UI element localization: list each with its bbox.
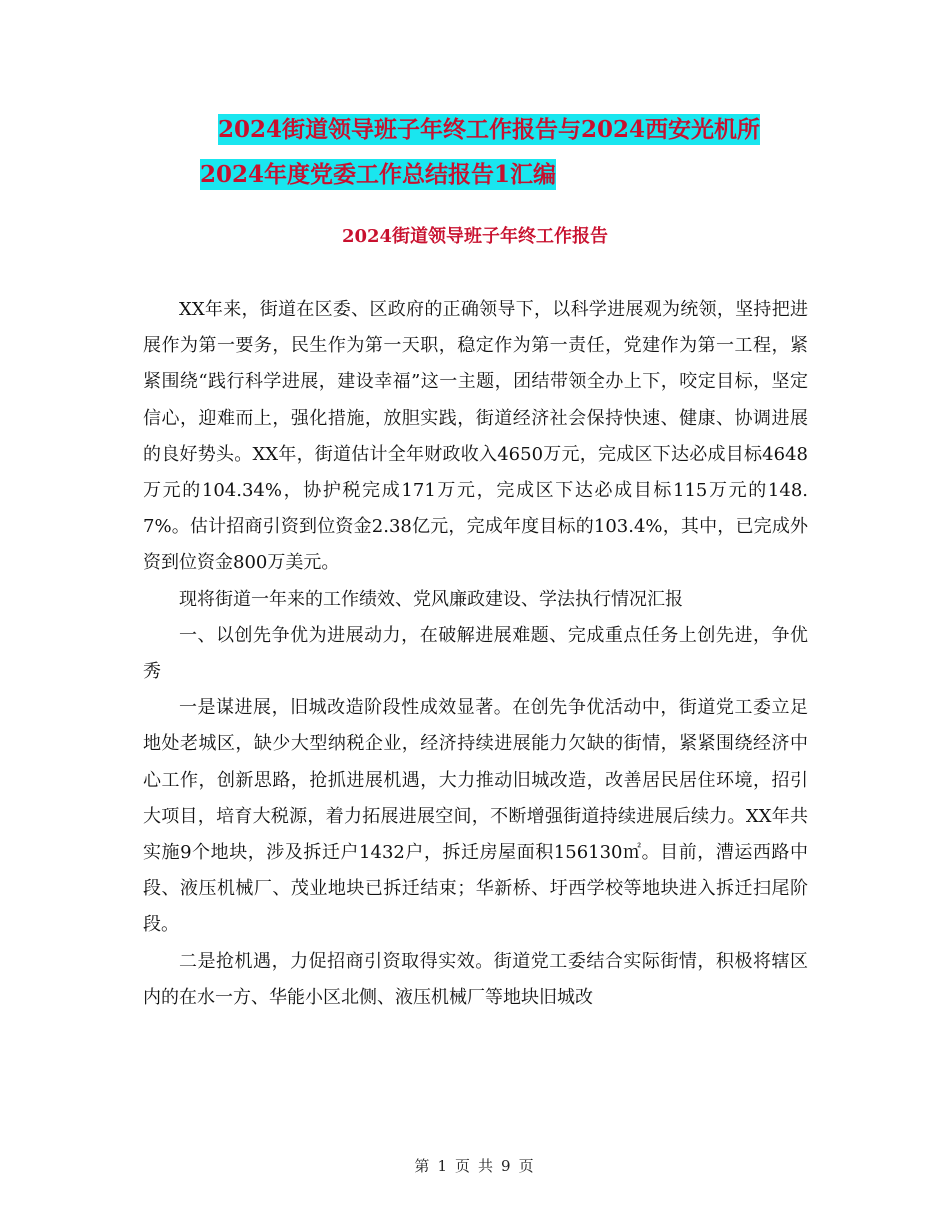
body-text (143, 292, 808, 1016)
paragraph: 现将街道一年来的工作绩效、党风廉政建设、学法执行情况汇报 (179, 588, 683, 610)
title-highlight-1: 2024街道领导班子年终工作报告与2024西安光机所 (217, 116, 761, 143)
page-label-suffix: 页 (518, 1157, 536, 1175)
section-heading: 2024街道领导班子年终工作报告 (341, 226, 609, 247)
paragraph: 二是抢机遇，力促招商引资取得实效。街道党工委结合实际街情，积极将辖区内的在水一方、华能小区北侧、液压机械厂等地块旧城改 (143, 950, 808, 1008)
page-total: 9 (501, 1157, 513, 1175)
page-total-prefix: 共 (478, 1157, 496, 1175)
page-label-prefix: 第 (414, 1157, 432, 1175)
paragraph: 一、以创先争优为进展动力，在破解进展难题、完成重点任务上创先进，争优秀 (143, 624, 808, 683)
paragraph: 一是谋进展，旧城改造阶段性成效显著。在创先争优活动中，街道党工委立足地处老城区，缺少大型纳税企业，经济持续进展能力欠缺的街情，紧紧围绕经济中心工作，创新思路，抢抓进展机遇，大力推动旧城改造，改善居民居住环境，招引大项目，培育大税源，着力拓展进展空间，不断增强街道持续进展后续力。XX年共实施9个地块，涉及拆迁户1432户，拆迁房屋面积156130㎡。目前，漕运西路中段、液压机械厂、茂业地块已拆迁结束；华新桥、圩西学校等地块进入拆迁扫尾阶段。 (143, 697, 808, 936)
paragraph: XX年来，街道在区委、区政府的正确领导下，以科学进展观为统领，坚持把进展作为第一要务，民生作为第一天职，稳定作为第一责任，党建作为第一工程，紧紧围绕“践行科学进展，建设幸福”这一主题，团结带领全办上下，咬定目标，坚定信心，迎难而上，强化措施，放胆实践，街道经济社会保持快速、健康、协调进展的良好势头。XX年，街道估计全年财政收入4650万元，完成区下达必成目标4648万元的104.34%，协护税完成171万元，完成区下达必成目标115万元的148.7%。估计招商引资到位资金2.38亿元，完成年度目标的103.4%，其中，已完成外资到位资金800万美元。 (143, 299, 808, 574)
page-label-mid: 页 (454, 1157, 472, 1175)
page-number: 1 (437, 1157, 449, 1175)
document-title-line-1 (0, 113, 950, 147)
page-footer (0, 1155, 950, 1176)
document-title-line-2 (0, 158, 950, 192)
title-highlight-2: 2024年度党委工作总结报告1汇编 (200, 161, 557, 188)
